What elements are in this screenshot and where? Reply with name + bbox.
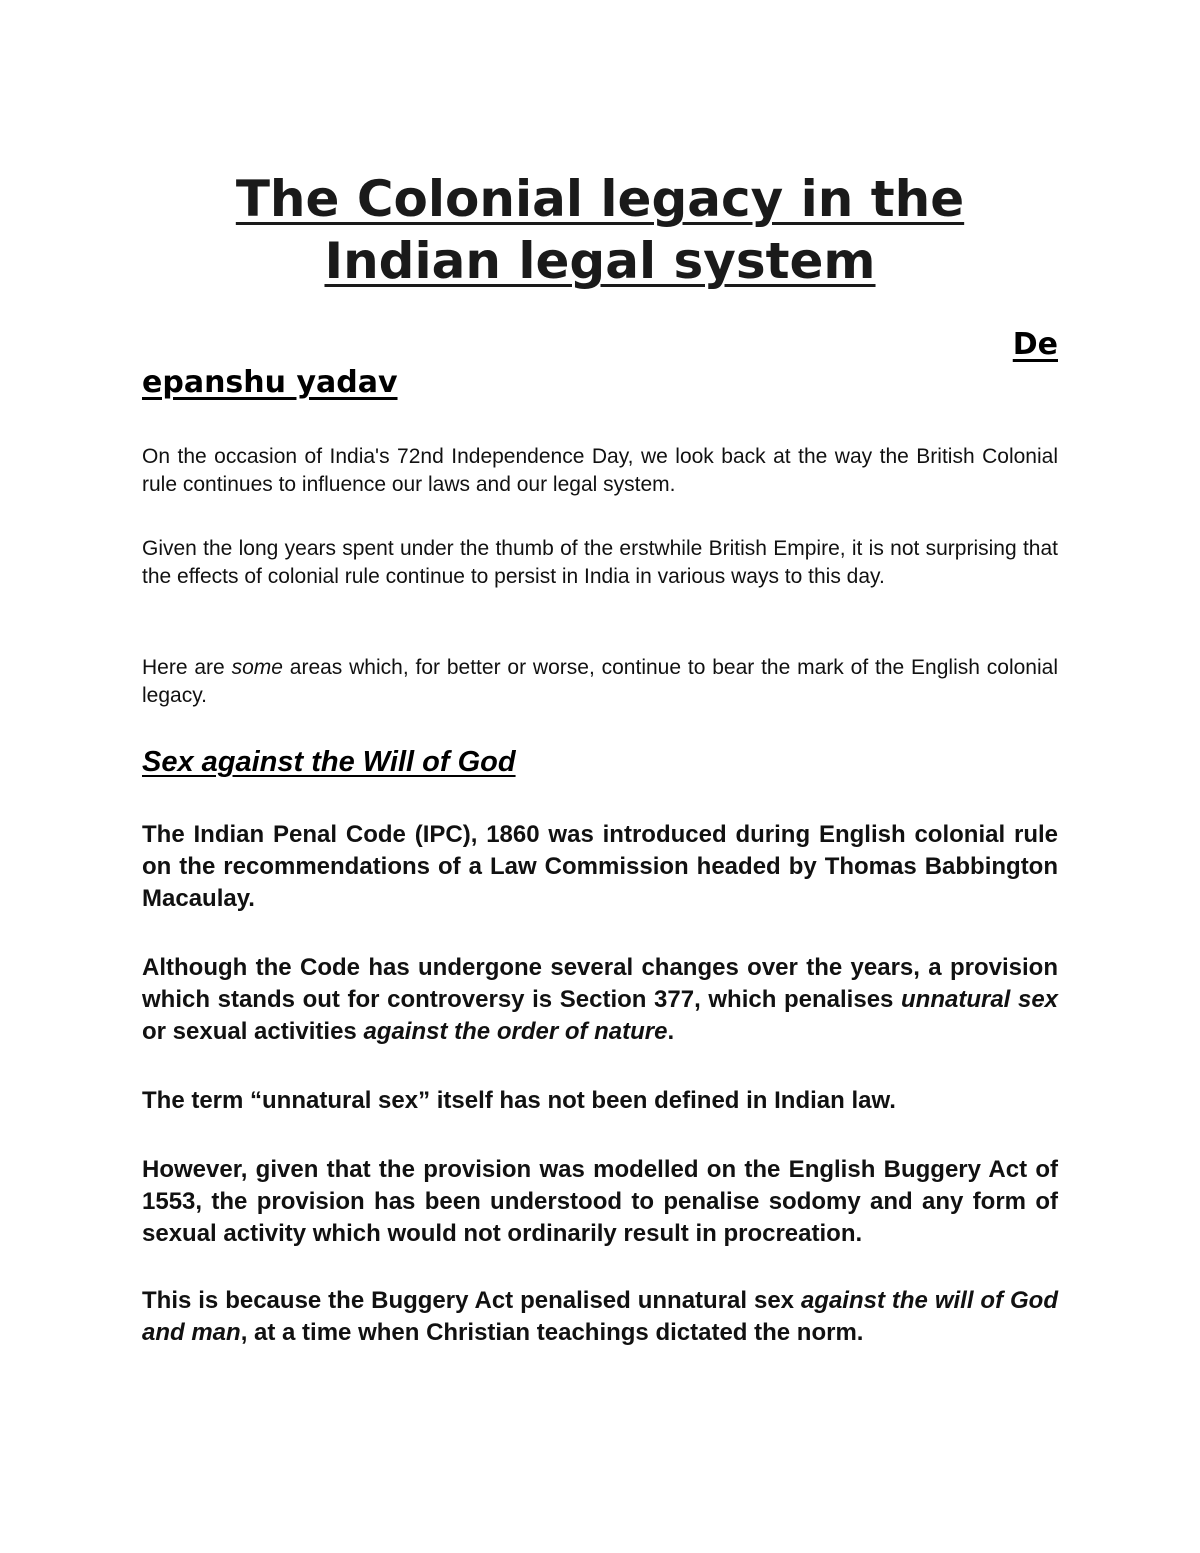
body-paragraph-2 (142, 952, 1058, 1048)
intro-paragraph-3-text-a: Here are (142, 656, 232, 679)
intro-paragraph-3-text-b: areas which, for better or worse, continue to bear the mark of the English colonial legacy. (142, 656, 1058, 707)
section-heading: Sex against the Will of God (142, 746, 516, 778)
author-name-part2: epanshu yadav (142, 365, 398, 400)
body-paragraph-3: The term “unnatural sex” itself has not been defined in Indian law. (142, 1087, 896, 1114)
author-name (142, 326, 1058, 402)
body-paragraph-4: However, given that the provision was modelled on the English Buggery Act of 1553, the provision has been understood to penalise sodomy and any form of sexual activity which would not ordinarily result in procreation. (142, 1156, 1058, 1247)
body-paragraph-2-text-b: or sexual activities (142, 1018, 364, 1045)
intro-paragraph-3-emphasis: some (231, 656, 283, 679)
intro-paragraph-3 (142, 654, 1058, 710)
document-title: The Colonial legacy in the Indian legal system (235, 170, 965, 290)
body-paragraph-1: The Indian Penal Code (IPC), 1860 was introduced during English colonial rule on the recommendations of a Law Commission headed by Thomas Babbington Macaulay. (142, 821, 1058, 912)
body-paragraph-2-text-c: . (667, 1018, 675, 1045)
body-paragraph-2-text-a: Although the Code has undergone several changes over the years, a provision which stands out for controversy is Section 377, which penalises (142, 954, 1058, 1013)
author-name-part1: De (1012, 327, 1058, 362)
body-paragraph-5-emphasis: against the will of God and man (142, 1287, 1058, 1346)
body-paragraph-5-text-b: , at a time when Christian teachings dictated the norm. (240, 1319, 864, 1346)
body-paragraph-5-text-a: This is because the Buggery Act penalised unnatural sex (142, 1287, 801, 1314)
intro-paragraph-1: On the occasion of India's 72nd Independence Day, we look back at the way the British Colonial rule continues to influence our laws and our legal system. (142, 445, 1058, 496)
body-paragraph-2-emphasis-1: unnatural sex (901, 986, 1059, 1013)
body-paragraph-2-emphasis-2: against the order of nature (363, 1018, 668, 1045)
body-paragraph-5 (142, 1285, 1058, 1349)
intro-paragraph-2: Given the long years spent under the thumb of the erstwhile British Empire, it is not surprising that the effects of colonial rule continue to persist in India in various ways to this day. (142, 537, 1058, 588)
